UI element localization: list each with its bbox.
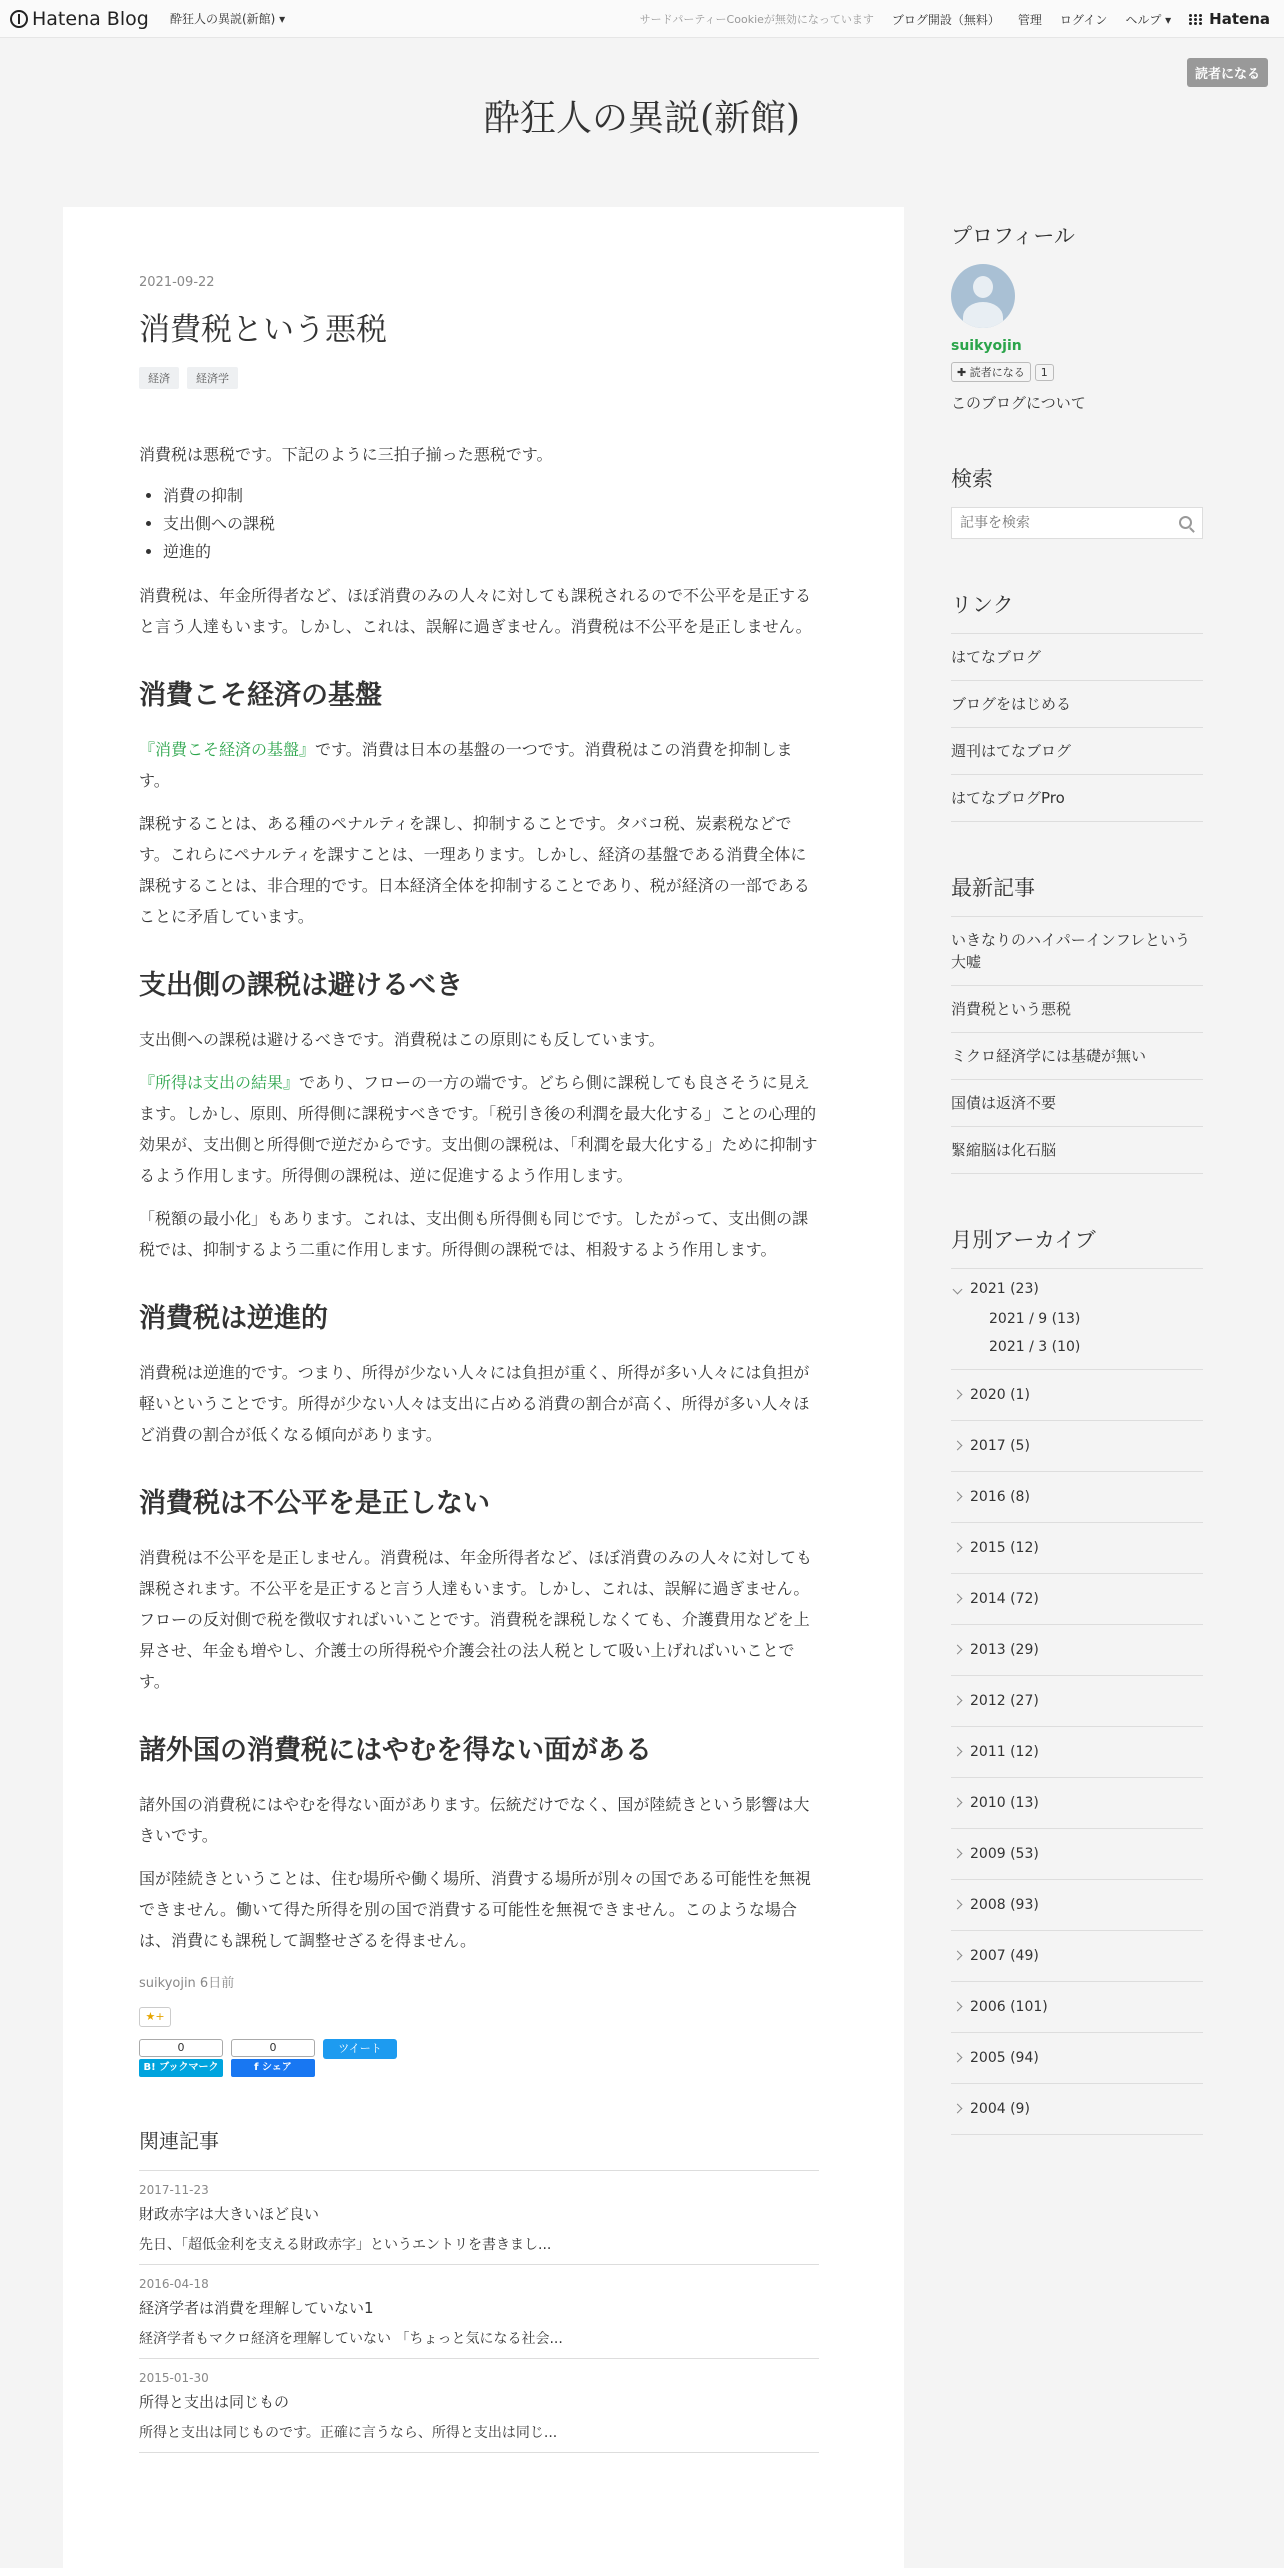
paragraph: 消費税は悪税です。下記のように三拍子揃った悪税です。	[139, 445, 553, 464]
archive-year[interactable]: 2004 (9)	[951, 2084, 1203, 2135]
login-link[interactable]: ログイン	[1059, 12, 1108, 27]
reader-row	[951, 362, 1203, 382]
archive-heading: 月別アーカイブ	[951, 1224, 1203, 1269]
archive-month-link[interactable]: 2021 / 9 (13)	[989, 1311, 1081, 1327]
entry	[139, 275, 819, 2453]
entry-date[interactable]: 2021-09-22	[139, 275, 215, 290]
blog-selector[interactable]: 酔狂人の異説(新館) ▾	[170, 12, 286, 26]
hatena-dots-icon	[1189, 14, 1203, 25]
paragraph: 支出側への課税は避けるべきです。消費税はこの原則にも反しています。	[139, 1030, 665, 1049]
recent-entry-link[interactable]: ミクロ経済学には基礎が無い	[951, 1033, 1203, 1080]
archive-year[interactable]: 2013 (29)	[951, 1625, 1203, 1676]
section-heading: 消費税は不公平を是正しない	[139, 1488, 490, 1519]
sidebar-link[interactable]: 週刊はてなブログ	[951, 728, 1203, 775]
hatena-blog-logo-icon	[10, 10, 28, 28]
bullet-list	[163, 482, 819, 566]
entry-content	[139, 439, 819, 1956]
related-item[interactable]: 2016-04-18 経済学者は消費を理解していない1 経済学者もマクロ経済を理解していない 「ちょっと気になる社会...	[139, 2265, 819, 2359]
help-menu[interactable]: ヘルプ ▾	[1125, 12, 1172, 27]
paragraph: 消費税は、年金所得者など、ほぼ消費のみの人々に対しても課税されるので不公平を是正すると言う人達もいます。しかし、これは、誤解に過ぎません。消費税は不公平を是正しません。	[139, 586, 812, 636]
sidebar-link[interactable]: はてなブログPro	[951, 775, 1203, 822]
search-heading: 検索	[951, 467, 993, 491]
subscribe-button[interactable]: 読者になる	[1187, 58, 1268, 87]
section-heading: 消費税は逆進的	[139, 1303, 328, 1334]
archive-year[interactable]: 2006 (101)	[951, 1982, 1203, 2033]
archive-year[interactable]: 2015 (12)	[951, 1523, 1203, 1574]
related-item[interactable]: 2017-11-23 財政赤字は大きいほど良い 先日、「超低金利を支える財政赤字」というエントリを書きまし...	[139, 2171, 819, 2265]
archive-year[interactable]: 2009 (53)	[951, 1829, 1203, 1880]
entry-title[interactable]: 消費税という悪税	[139, 312, 387, 348]
about-blog-link[interactable]: このブログについて	[951, 394, 1086, 412]
list-item: • 支出側への課税	[163, 510, 819, 538]
facebook-count: 0	[231, 2039, 315, 2057]
paragraph: 国が陸続きということは、住む場所や働く場所、消費する場所が別々の国である可能性を無視できません。働いて得た所得を別の国で消費する可能性を無視できません。このような場合は、消費にも課税して調整せざるを得ません。	[139, 1869, 812, 1950]
archive-year[interactable]: 2007 (49)	[951, 1931, 1203, 1982]
section-heading: 諸外国の消費税にはやむを得ない面がある	[139, 1735, 652, 1766]
avatar[interactable]	[951, 264, 1015, 328]
archive-year[interactable]: 2010 (13)	[951, 1778, 1203, 1829]
search-box	[951, 507, 1203, 539]
archive-months	[970, 1305, 1203, 1361]
archive-year[interactable]: 2008 (93)	[951, 1880, 1203, 1931]
search-icon[interactable]	[1179, 516, 1192, 529]
cookie-notice[interactable]: サードパーティーCookieが無効になっています	[639, 13, 874, 26]
recent-heading: 最新記事	[951, 872, 1203, 917]
global-header	[0, 0, 1284, 38]
paragraph: 『消費こそ経済の基盤』です。消費は日本の基盤の一つです。消費税はこの消費を抑制します。	[139, 740, 793, 790]
category-tag[interactable]: 経済	[139, 367, 179, 389]
entry-categories	[139, 367, 819, 389]
archive-section	[951, 1224, 1203, 2135]
share-buttons	[139, 2039, 819, 2077]
list-item: • 消費の抑制	[163, 482, 819, 510]
entry-author-line[interactable]: suikyojin 6日前	[139, 1976, 235, 1991]
facebook-label: f シェア	[231, 2059, 315, 2077]
sidebar-link[interactable]: ブログをはじめる	[951, 681, 1203, 728]
list-item: • 逆進的	[163, 538, 819, 566]
bookmark-count: 0	[139, 2039, 223, 2057]
recent-entry-link[interactable]: 緊縮脳は化石脳	[951, 1127, 1203, 1174]
profile-username[interactable]: suikyojin	[951, 338, 1022, 354]
archive-year[interactable]: 2011 (12)	[951, 1727, 1203, 1778]
archive-year[interactable]: 2014 (72)	[951, 1574, 1203, 1625]
recent-entry-link[interactable]: 国債は返済不要	[951, 1080, 1203, 1127]
profile-heading: プロフィール	[951, 224, 1075, 248]
hatena-menu[interactable]: Hatena	[1189, 10, 1270, 28]
archive-year[interactable]: 2005 (94)	[951, 2033, 1203, 2084]
recent-entry-link[interactable]: いきなりのハイパーインフレという大嘘	[951, 917, 1203, 986]
hatena-blog-logo[interactable]: Hatena Blog	[10, 7, 149, 31]
paragraph: 消費税は逆進的です。つまり、所得が少ない人々には負担が重く、所得が多い人々には負担が軽いということです。所得が少ない人々は支出に占める消費の割合が高く、所得が多い人々ほど消費の割合が低くなる傾向があります。	[139, 1363, 810, 1444]
search-input[interactable]	[952, 508, 1162, 538]
bookmark-label: B! ブックマーク	[139, 2059, 223, 2077]
links-heading: リンク	[951, 589, 1203, 634]
archive-month-link[interactable]: 2021 / 3 (10)	[989, 1339, 1081, 1355]
category-tag[interactable]: 経済学	[187, 367, 238, 389]
related-heading: 関連記事	[139, 2125, 819, 2171]
subscribe-small-button[interactable]: ✚ 読者になる	[951, 362, 1031, 382]
tweet-button[interactable]: ツイート	[323, 2039, 397, 2059]
archive-year[interactable]: 2020 (1)	[951, 1370, 1203, 1421]
paragraph: 「税額の最小化」もあります。これは、支出側も所得側も同じです。したがって、支出側の課税では、抑制するよう二重に作用します。所得側の課税では、相殺するよう作用します。	[139, 1209, 809, 1259]
facebook-share-button[interactable]	[231, 2039, 315, 2077]
links-section	[951, 589, 1203, 822]
blog-title[interactable]: 酔狂人の異説(新館)	[483, 98, 801, 139]
recent-entry-link[interactable]: 消費税という悪税	[951, 986, 1203, 1033]
internal-link[interactable]: 『所得は支出の結果』	[139, 1073, 300, 1092]
related-item[interactable]: 2015-01-30 所得と支出は同じもの 所得と支出は同じものです。正確に言うなら、所得と支出は同じ...	[139, 2359, 819, 2453]
sidebar	[951, 220, 1203, 2135]
sidebar-link[interactable]: はてなブログ	[951, 634, 1203, 681]
open-blog-link[interactable]: ブログ開設（無料）	[891, 12, 1000, 27]
section-heading: 消費こそ経済の基盤	[139, 680, 382, 711]
manage-link[interactable]: 管理	[1017, 12, 1042, 27]
related-entries	[139, 2125, 819, 2453]
archive-year[interactable]: 2012 (27)	[951, 1676, 1203, 1727]
reader-count[interactable]: 1	[1035, 364, 1054, 381]
paragraph: 消費税は不公平を是正しません。消費税は、年金所得者など、ほぼ消費のみの人々に対しても課税されます。不公平を是正すると言う人達もいます。しかし、これは、誤解に過ぎません。フローの反対側で税を徴収すればいいことです。消費税を課税しなくても、介護費用などを上昇させ、年金も増やし、介護士の所得税や介護会社の法人税として吸い上げればいいことです。	[139, 1548, 812, 1691]
archive-year[interactable]: 2017 (5)	[951, 1421, 1203, 1472]
add-star-button[interactable]: ★+	[139, 2007, 171, 2027]
main-content	[63, 207, 904, 2568]
paragraph: 課税することは、ある種のペナルティを課し、抑制することです。タバコ税、炭素税などです。これらにペナルティを課すことは、一理あります。しかし、経済の基盤である消費全体に課税することは、非合理的です。日本経済全体を抑制することであり、税が経済の一部であることに矛盾しています。	[139, 814, 810, 926]
recent-section	[951, 872, 1203, 1174]
paragraph: 諸外国の消費税にはやむを得ない面があります。伝統だけでなく、国が陸続きという影響は大きいです。	[139, 1795, 810, 1845]
paragraph: 『所得は支出の結果』であり、フローの一方の端です。どちら側に課税しても良さそうに見えます。しかし、原則、所得側に課税すべきです。「税引き後の利潤を最大化する」ことの心理的効果が、支出側と所得側で逆だからです。支出側の課税は、「利潤を最大化する」ために抑制するよう作用します。所得側の課税は、逆に促進するよう作用します。	[139, 1073, 818, 1185]
archive-year[interactable]: 2016 (8)	[951, 1472, 1203, 1523]
hatena-bookmark-button[interactable]	[139, 2039, 223, 2077]
internal-link[interactable]: 『消費こそ経済の基盤』	[139, 740, 316, 759]
archive-year-expanded[interactable]: 2021 (23) 2021 / 9 (13) 2021 / 3 (10)	[951, 1269, 1203, 1370]
section-heading: 支出側の課税は避けるべき	[139, 970, 463, 1001]
